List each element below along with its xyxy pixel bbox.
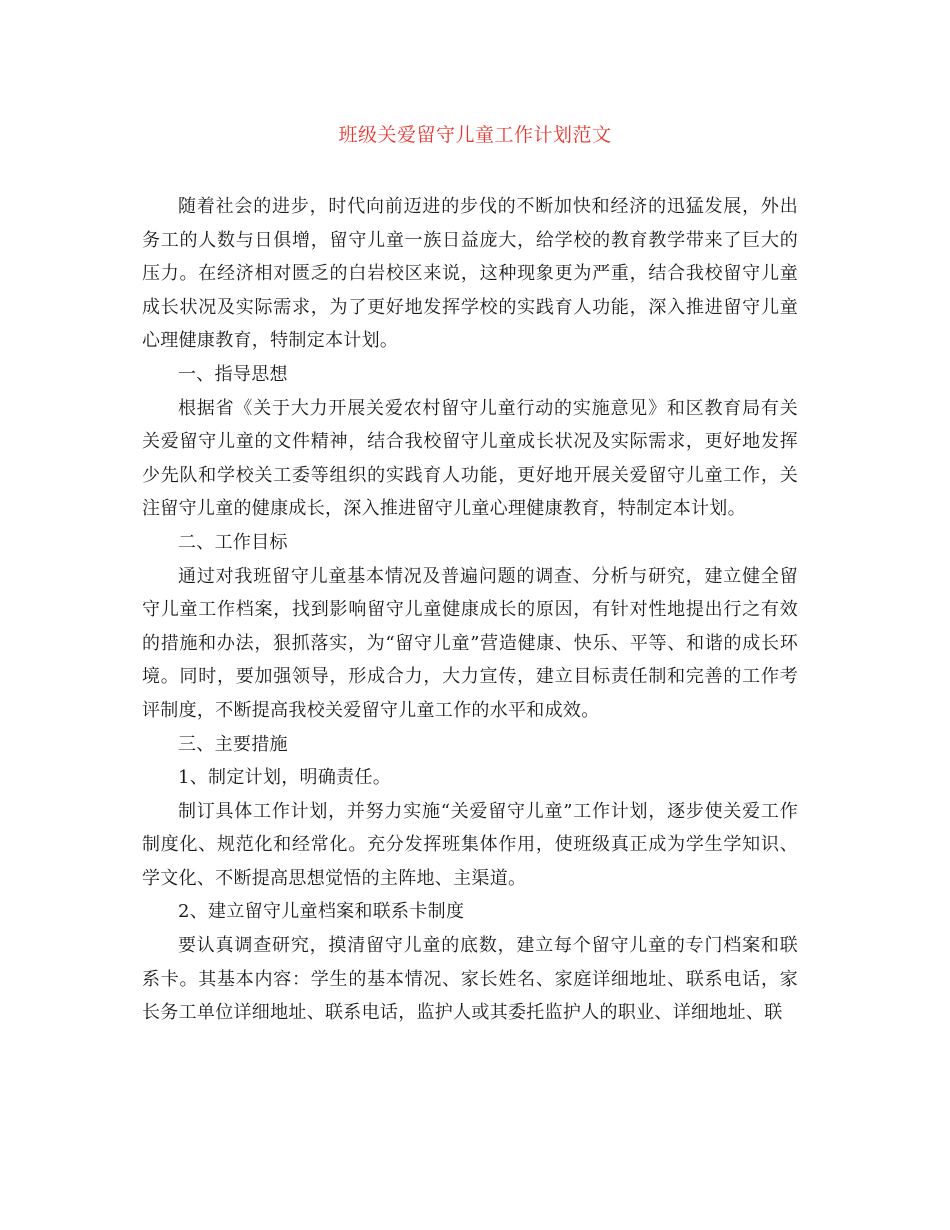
heading-main-measures: 三、主要措施 — [178, 733, 288, 755]
subheading-measure-2: 2、建立留守儿童档案和联系卡制度 — [178, 901, 465, 923]
document-body — [142, 190, 798, 1030]
paragraph-measure-2: 要认真调查研究，摸清留守儿童的底数，建立每个留守儿童的专门档案和联系卡。其基本内容：学生的基本情况、家长姓名、家庭详细地址、联系电话，家长务工单位详细地址、联系电话，监护人或其委托监护人的职业、详细地址、联 — [142, 935, 798, 1024]
paragraph-guiding-ideology: 根据省《关于大力开展关爱农村留守儿童行动的实施意见》和区教育局有关关爱留守儿童的文件精神，结合我校留守儿童成长状况及实际需求，更好地发挥少先队和学校关工委等组织的实践育人功能，更好地开展关爱留守儿童工作，关注留守儿童的健康成长，深入推进留守儿童心理健康教育，特制定本计划。 — [142, 397, 798, 520]
paragraph-work-goals: 通过对我班留守儿童基本情况及普遍问题的调查、分析与研究，建立健全留守儿童工作档案，找到影响留守儿童健康成长的原因，有针对性地提出行之有效的措施和办法，狠抓落实，为“留守儿童”营造健康、快乐、平等、和谐的成长环境。同时，要加强领导，形成合力，大力宣传，建立目标责任制和完善的工作考评制度，不断提高我校关爱留守儿童工作的水平和成效。 — [142, 565, 798, 721]
subheading-measure-1: 1、制定计划，明确责任。 — [178, 767, 392, 789]
heading-work-goals: 二、工作目标 — [178, 531, 288, 553]
paragraph-intro: 随着社会的进步，时代向前迈进的步伐的不断加快和经济的迅猛发展，外出务工的人数与日俱增，留守儿童一族日益庞大，给学校的教育教学带来了巨大的压力。在经济相对匮乏的白岩校区来说，这种现象更为严重，结合我校留守儿童成长状况及实际需求，为了更好地发挥学校的实践育人功能，深入推进留守儿童心理健康教育，特制定本计划。 — [142, 196, 798, 352]
document-title: 班级关爱留守儿童工作计划范文 — [338, 124, 612, 146]
heading-guiding-ideology: 一、指导思想 — [178, 363, 288, 385]
paragraph-measure-1: 制订具体工作计划，并努力实施“关爱留守儿童”工作计划，逐步使关爱工作制度化、规范化和经常化。充分发挥班集体作用，使班级真正成为学生学知识、学文化、不断提高思想觉悟的主阵地、主渠道。 — [142, 800, 798, 889]
